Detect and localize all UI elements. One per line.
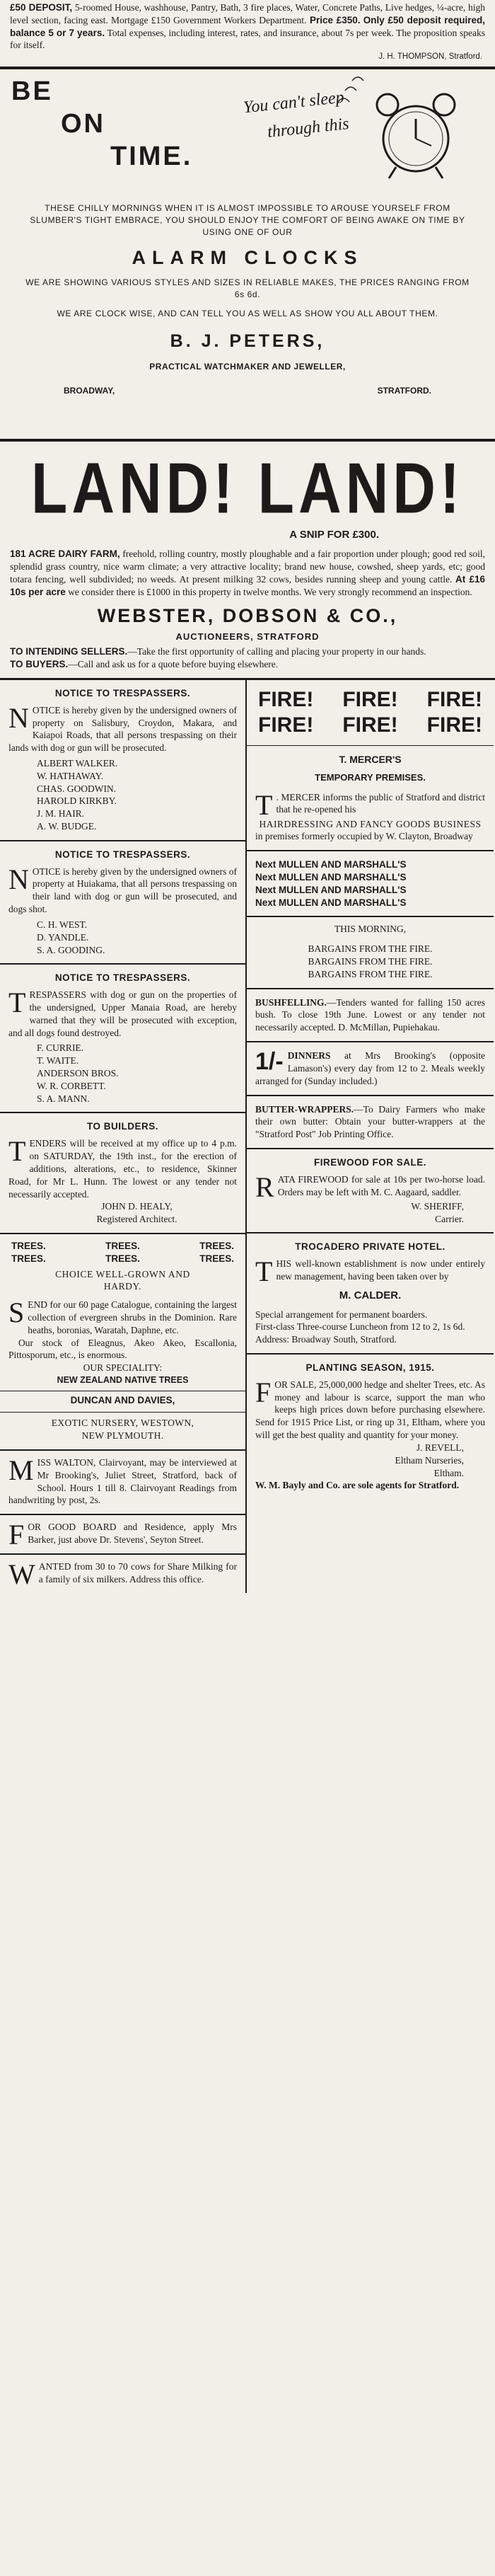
classified-columns (0, 678, 495, 1593)
mullen-line: Next MULLEN AND MARSHALL'S (255, 871, 407, 882)
trespass-1-name: HAROLD KIRKBY. (37, 795, 117, 807)
wanted-body: ANTED from 30 to 70 cows for Share Milking for a family of six milkers. Address this office. (38, 1560, 237, 1585)
bushfelling-ad (247, 989, 494, 1042)
hotel-body: HIS well-known establishment is now under entirely new management, having been taken over by (276, 1258, 485, 1282)
hotel-dropcap: T (255, 1255, 273, 1288)
house-ad (0, 0, 495, 67)
trees-town: NEW PLYMOUTH. (81, 1430, 164, 1442)
builders-dropcap: T (8, 1135, 26, 1168)
bargains-ad (247, 917, 494, 989)
trees-word: TREES. (105, 1253, 140, 1264)
land-firm: WEBSTER, DOBSON & CO., (97, 605, 398, 627)
fire-business: HAIRDRESSING AND FANCY GOODS BUSINESS (259, 818, 482, 829)
fire-word: FIRE! (258, 713, 314, 737)
firewood-heading: FIREWOOD FOR SALE. (314, 1156, 426, 1168)
trees-word: TREES. (199, 1240, 234, 1251)
trespass-1-name: W. HATHAWAY. (37, 770, 104, 781)
trees-sub-2: HARDY. (103, 1281, 142, 1292)
trespass-1-body: OTICE is hereby given by the undersigned owners of property on Salisbury, Croydon, Makara, and Kaiapoi Roads, that all persons trespassing on their lands with dog or gun will be prosecuted. (8, 704, 237, 754)
dinners-label: DINNERS (287, 1050, 331, 1062)
bargains-heading: THIS MORNING, (334, 924, 407, 935)
be-word: BE (11, 76, 53, 107)
fire-merchant: T. MERCER'S (339, 753, 402, 765)
trees-firm: DUNCAN AND DAVIES, (70, 1394, 175, 1405)
wanted-dropcap: W (8, 1558, 35, 1590)
house-deposit: £50 DEPOSIT, (10, 2, 73, 13)
clock-wise: WE ARE CLOCK WISE, AND CAN TELL YOU AS WELL AS SHOW YOU ALL ABOUT THEM. (57, 309, 438, 319)
land-snip: A SNIP FOR £300. (289, 529, 379, 541)
land-role: AUCTIONEERS, STRATFORD (175, 631, 320, 643)
trees-word: TREES. (199, 1253, 234, 1264)
land-buyers-text: —Call and ask us for a quote before buying elsewhere. (68, 659, 279, 670)
house-terms: Only £50 deposit required, balance 5 or 7 years. (10, 14, 485, 38)
house-agent: J. H. THOMPSON, Stratford. (378, 52, 482, 62)
trees-body: END for our 60 page Catalogue, containing the largest collection of evergreen shrubs in the Dominion. Rare heaths, boronias, Waratah, Daphne, etc. (28, 1299, 237, 1335)
board-body: OR GOOD BOARD and Residence, apply Mrs Barker, just above Dr. Stevens', Seyton Street. (28, 1522, 237, 1546)
fire-body: . MERCER informs the public of Stratford and district that he re-opened his (276, 791, 485, 815)
trespass-notice-3 (0, 965, 245, 1113)
script-line-2: through this (266, 115, 350, 142)
trees-sub-1: CHOICE WELL-GROWN AND (55, 1268, 190, 1280)
walton-dropcap: M (8, 1454, 34, 1486)
firewood-dropcap: R (255, 1171, 274, 1203)
trees-nursery: EXOTIC NURSERY, WESTOWN, (51, 1418, 194, 1429)
clock-street: BROADWAY, (64, 385, 115, 396)
planting-town: Eltham. (433, 1467, 464, 1478)
mullen-line: Next MULLEN AND MARSHALL'S (255, 884, 407, 895)
trespass-1-heading: NOTICE TO TRESPASSERS. (54, 687, 191, 698)
bargains-line: BARGAINS FROM THE FIRE. (308, 943, 433, 955)
builders-heading: TO BUILDERS. (86, 1121, 158, 1132)
trespass-3-body: RESPASSERS with dog or gun on the properties of the undersigned, Upper Manaia Road, are hereby warned that they will be prosecuted with exception, and all dogs found destroyed. (8, 989, 237, 1038)
trespass-1-name: J. M. HAIR. (37, 808, 85, 820)
fire-word: FIRE! (342, 713, 398, 737)
trespass-3-name: T. WAITE. (37, 1055, 79, 1066)
planting-agents: W. M. Bayly and Co. are sole agents for Stratford. (255, 1480, 460, 1491)
land-body: freehold, rolling country, mostly ploughable and a fair proportion under plough; good red soil, splendid grass country, nice warm climate; a very attractive locality; brand new house, cowshed, sheep yards, etc; good totara fencing, well subdivided; no weeds. At present milking 32 cows, besides running sheep and young cattle. (10, 548, 485, 585)
board-ad (0, 1515, 245, 1555)
wanted-ad (0, 1555, 245, 1593)
trespass-3-name: ANDERSON BROS. (37, 1068, 119, 1079)
land-buyers-label: TO BUYERS. (10, 659, 69, 670)
trespass-3-name: S. A. MANN. (37, 1093, 90, 1104)
land-title: LAND! LAND! (31, 448, 464, 529)
house-expenses: Total expenses, including interest, rates, and insurance, about 7s per week. The proposition speaks for itself. (10, 27, 485, 51)
firewood-name: W. SHERIFF, (411, 1200, 464, 1212)
be-on-time (11, 75, 223, 173)
script-line-1: You can't sleep (242, 88, 345, 117)
trees-ad (0, 1234, 245, 1451)
trespass-1-name: ALBERT WALKER. (37, 757, 118, 769)
trees-native: NEW ZEALAND NATIVE TREES (57, 1375, 189, 1386)
dinners-ad (247, 1042, 494, 1096)
planting-body: OR SALE, 25,000,000 hedge and shelter Trees, etc. As money and labour is scarce, support the man who keeps high prices down before purchasing elsewhere. Send for 1915 Price List, or ring up 31, Eltham, where you will get the best quality and quantity for your money. (255, 1379, 485, 1441)
trespass-3-dropcap: T (8, 987, 26, 1019)
house-description: 5-roomed House, washhouse, Pantry, Bath, 3 fire places, Water, Concrete Paths, Live hedges, ¼-acre, high level section, facing east. Mortgage £150 Government Workers Department. (10, 2, 485, 25)
firewood-body: ATA FIREWOOD for sale at 10s per two-horse load. Orders may be left with M. C. Aagaard, saddler. (277, 1173, 485, 1197)
firewood-ad (247, 1149, 494, 1234)
land-price: At £16 10s per acre (10, 573, 485, 597)
clock-styles: WE ARE SHOWING VARIOUS STYLES AND SIZES IN RELIABLE MAKES, THE PRICES RANGING FROM 6s 6d. (25, 277, 470, 300)
left-column (0, 680, 247, 1593)
fire-premises: TEMPORARY PREMISES. (315, 772, 426, 783)
right-column (247, 680, 494, 1593)
land-body-2: we consider there is £1000 in this property in twelve months. We very strongly recommend an inspection. (65, 586, 472, 597)
clock-intro: THESE CHILLY MORNINGS WHEN IT IS ALMOST IMPOSSIBLE TO AROUSE YOURSELF FROM SLUMBER'S TIGHT EMBRACE, YOU SHOULD ENJOY THE COMFORT OF BEING AWAKE ON TIME BY USING ONE OF OUR (30, 203, 465, 238)
hotel-ad (247, 1234, 494, 1355)
trespass-2-heading: NOTICE TO TRESPASSERS. (54, 849, 191, 860)
planting-place: Eltham Nurseries, (395, 1454, 464, 1466)
trees-stock: Our stock of Eleagnus, Akeo Akeo, Escallonia, Pittosporum, etc., is enormous. (8, 1337, 237, 1361)
walton-ad (0, 1451, 245, 1515)
builders-body: ENDERS will be received at my office up to 4 p.m. on SATURDAY, the 19th inst., for the erection of additions, alterations, etc., to residence, Skinner Road, for Mr L. Hunn. The lowest or any tender not necessarily accepted. (8, 1138, 237, 1200)
hotel-heading: TROCADERO PRIVATE HOTEL. (295, 1241, 446, 1253)
trespass-3-heading: NOTICE TO TRESPASSERS. (54, 972, 191, 984)
butter-label: BUTTER-WRAPPERS. (255, 1103, 354, 1115)
clock-town: STRATFORD. (377, 385, 431, 396)
butter-body: —To Dairy Farmers who make their own butter: Obtain your butter-wrappers at the "Stratford Post" Job Printing Office. (255, 1103, 485, 1140)
hotel-proprietor: M. CALDER. (339, 1289, 402, 1301)
planting-dropcap: F (255, 1376, 272, 1408)
land-sellers-text: —Take the first opportunity of calling and placing your property in our hands. (127, 646, 426, 657)
fire-dropcap: T (255, 788, 273, 821)
clock-merchant: B. J. PETERS, (170, 331, 325, 352)
on-word: ON (61, 109, 105, 139)
bargains-line: BARGAINS FROM THE FIRE. (308, 956, 433, 967)
planting-name: J. REVELL, (416, 1442, 464, 1453)
hotel-boarders: Special arrangement for permanent boarders. (255, 1309, 428, 1320)
trespass-2-name: D. YANDLE. (37, 931, 89, 943)
trespass-1-name: CHAS. GOODWIN. (37, 783, 117, 794)
bushfelling-body: —Tenders wanted for falling 150 acres bush. To close 19th June. Lowest or any tender not necessarily accepted. D. McMillan, Pupiehakau. (255, 996, 485, 1033)
clock-title: ALARM CLOCKS (132, 247, 363, 269)
trespass-1-name: A. W. BUDGE. (37, 821, 97, 832)
butter-ad (247, 1096, 494, 1149)
mullen-line: Next MULLEN AND MARSHALL'S (255, 859, 407, 870)
bushfelling-label: BUSHFELLING. (255, 996, 327, 1008)
fire-word: FIRE! (258, 687, 314, 711)
trespass-2-name: S. A. GOODING. (37, 944, 105, 955)
planting-ad (247, 1355, 494, 1499)
land-farm: 181 ACRE DAIRY FARM, (10, 548, 120, 560)
builders-role: Registered Architect. (96, 1214, 177, 1225)
fire-word: FIRE! (342, 687, 398, 711)
trespass-2-name: C. H. WEST. (37, 919, 88, 930)
fire-location: in premises formerly occupied by W. Clayton, Broadway (255, 831, 473, 842)
board-dropcap: F (8, 1519, 25, 1551)
clock-ad (0, 69, 495, 439)
walton-body: ISS WALTON, Clairvoyant, may be interviewed at Mr Brooking's, Juliet Street, Stratford, back of School. Hours 1 till 8. Clairvoyant Readings from handwriting by post, 2s. (8, 1457, 237, 1506)
clock-illustration (239, 76, 465, 183)
trespass-1-dropcap: N (8, 701, 29, 734)
trees-word: TREES. (105, 1240, 140, 1251)
mullen-ad (247, 851, 494, 917)
dinners-body: at Mrs Brooking's (opposite Lamason's) every day from 12 to 2. Meals weekly arranged for (Sunday included.) (255, 1050, 485, 1086)
trees-dropcap: S (8, 1296, 25, 1329)
trees-speciality: OUR SPECIALITY: (83, 1362, 163, 1374)
land-ad (0, 442, 495, 677)
clock-trade: PRACTICAL WATCHMAKER AND JEWELLER, (149, 362, 346, 372)
house-price: Price £350. (306, 14, 361, 25)
hotel-address: Address: Broadway South, Stratford. (255, 1334, 397, 1345)
firewood-role: Carrier. (435, 1213, 464, 1224)
trespass-3-name: F. CURRIE. (37, 1042, 84, 1054)
planting-heading: PLANTING SEASON, 1915. (305, 1362, 435, 1374)
trees-word: TREES. (11, 1253, 46, 1264)
trespass-2-body: OTICE is hereby given by the undersigned owners of property at Huiakama, that all persons trespassing on their land with dog or gun will be prosecuted, and dogs shot. (8, 866, 237, 915)
builders-name: JOHN D. HEALY, (101, 1201, 173, 1212)
mullen-line: Next MULLEN AND MARSHALL'S (255, 897, 407, 908)
fire-word: FIRE! (426, 713, 482, 737)
bargains-line: BARGAINS FROM THE FIRE. (308, 968, 433, 979)
trees-word: TREES. (11, 1240, 46, 1251)
fire-word: FIRE! (426, 687, 482, 711)
trespass-3-name: W. R. CORBETT. (37, 1080, 106, 1091)
time-word: TIME. (110, 142, 193, 172)
fire-ad (247, 680, 494, 851)
trespass-notice-1 (0, 680, 245, 841)
dinners-price: 1/- (255, 1048, 284, 1076)
hotel-luncheon: First-class Three-course Luncheon from 12 to 2, 1s 6d. (255, 1321, 465, 1333)
builders-notice (0, 1113, 245, 1234)
trespass-notice-2 (0, 841, 245, 965)
land-sellers-label: TO INTENDING SELLERS. (10, 646, 128, 657)
trespass-2-dropcap: N (8, 863, 29, 895)
